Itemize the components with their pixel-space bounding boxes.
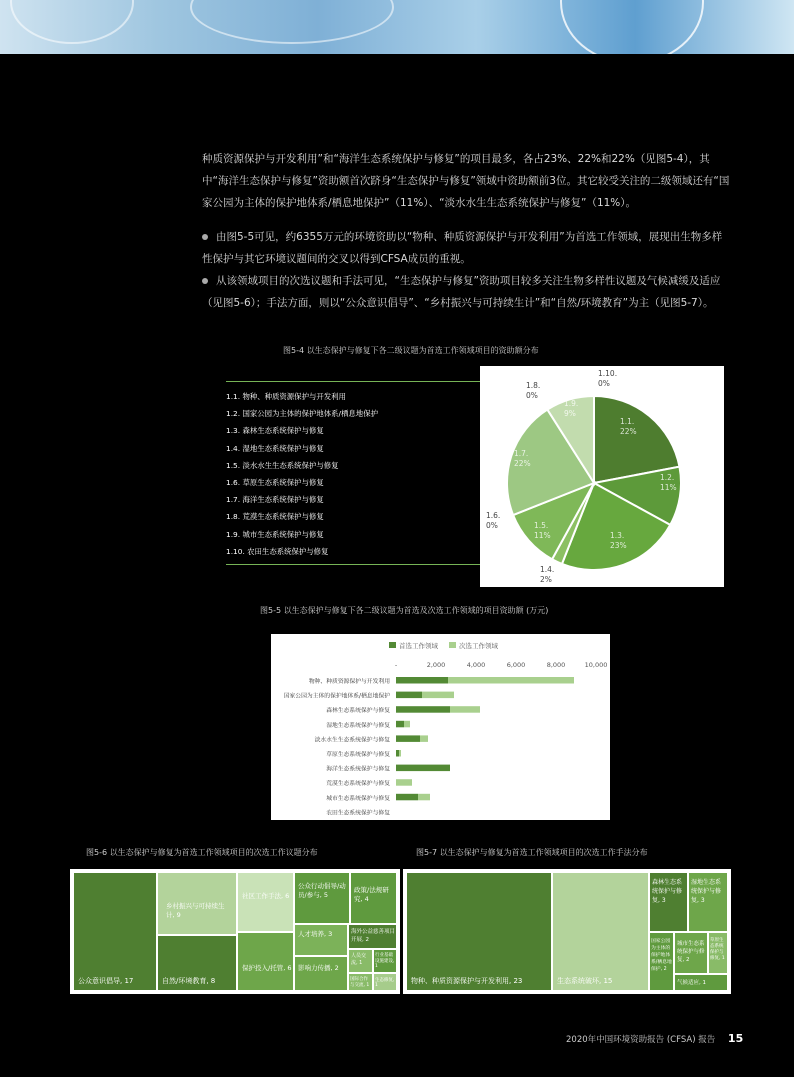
bar <box>396 779 412 786</box>
bar <box>396 677 448 684</box>
legend-bottom-rule <box>226 564 494 565</box>
bar <box>422 692 454 699</box>
x-tick-label: 10,000 <box>584 661 608 669</box>
treemap-cell: 草原生态系统保护与修复, 1 <box>709 933 727 973</box>
pie-data-label: 1.5. 11% <box>534 521 551 540</box>
page-number: 15 <box>727 1032 744 1045</box>
treemap-cell: 人才培养, 3 <box>295 925 347 955</box>
pie-data-label: 1.7. 22% <box>514 449 531 468</box>
bar <box>396 706 450 713</box>
bar <box>396 794 418 801</box>
treemap-cell: 保护投入/托管, 6 <box>238 933 293 990</box>
treemap-cell: 政策/法规研究, 4 <box>351 873 396 923</box>
pie-data-label: 1.3. 23% <box>610 531 627 550</box>
x-tick-label: 6,000 <box>506 661 526 669</box>
legend-item: 1.1. 物种、种质资源保护与开发利用 <box>226 392 346 401</box>
bar <box>399 750 401 757</box>
pie-data-label: 1.9. 9% <box>564 399 579 418</box>
category-label: 农田生态系统保护与修复 <box>326 810 390 817</box>
category-label: 湿地生态系统保护与修复 <box>326 722 390 729</box>
legend-swatch <box>449 642 456 648</box>
treemap-cell: 公众意识倡导, 17 <box>74 873 156 990</box>
treemap-cell: 气候适应, 1 <box>675 975 727 990</box>
legend-item: 1.8. 荒漠生态系统保护与修复 <box>226 512 324 522</box>
category-label: 城市生态系统保护与修复 <box>326 795 390 802</box>
treemap-cell: 生态系统破坏, 15 <box>553 873 648 990</box>
treemap-cell: 人员交流, 1 <box>349 950 372 972</box>
bar <box>418 794 430 801</box>
pie-data-label: 1.2. 11% <box>660 473 677 492</box>
category-label: 海洋生态系统保护与修复 <box>326 766 390 773</box>
treemap-5-6 <box>70 869 400 994</box>
legend-item: 1.3. 森林生态系统保护与修复 <box>226 426 324 436</box>
treemap-cell: 生态修复, 1 <box>374 974 396 990</box>
bar <box>420 735 428 742</box>
bar <box>396 692 422 699</box>
treemap-cell: 公众行动倡导/动员/参与, 5 <box>295 873 349 923</box>
legend-item: 1.9. 城市生态系统保护与修复 <box>226 529 324 539</box>
category-label: 物种、种质资源保护与开发利用 <box>308 679 390 685</box>
figure-5-4-caption: 图5-4 以生态保护与修复下各二级议题为首选工作领域项目的资助额分布 <box>283 346 539 355</box>
bar <box>450 706 480 713</box>
treemap-cell: 物种、种质资源保护与开发利用, 23 <box>407 873 551 990</box>
paragraph-3: 从该领域项目的次选议题和手法可见，“生态保护与修复”资助项目较多关注生物多样性议题及气候减缓及适应（见图5-6）；手法方面，则以“公众意识倡导”、“乡村振兴与可持续生计”和“自然/环境教育”为主（见图5-7）。 <box>202 275 721 309</box>
x-tick-label: - <box>394 661 398 669</box>
legend-label: 首选工作领域 <box>399 642 438 650</box>
treemap-cell: 城市生态系统保护与修复, 2 <box>675 933 707 973</box>
x-tick-label: 2,000 <box>426 661 446 669</box>
x-tick-label: 8,000 <box>546 661 566 669</box>
treemap-cell: 海外公益慈善项目开展, 2 <box>349 925 396 948</box>
treemap-cell: 自然/环境教育, 8 <box>158 936 236 990</box>
treemap-cell: 社区工作手法, 6 <box>238 873 293 931</box>
pie-chart <box>480 366 724 587</box>
pie-data-label: 1.4. 2% <box>540 565 555 584</box>
page-footer <box>566 1032 743 1045</box>
figure-5-6-caption: 图5-6 以生态保护与修复为首选工作领域项目的次选工作议题分布 <box>86 848 318 857</box>
legend-item: 1.2. 国家公园为主体的保护地体系/栖息地保护 <box>226 409 378 419</box>
category-label: 草原生态系统保护与修复 <box>326 752 390 758</box>
figure-5-5-caption: 图5-5 以生态保护与修复下各二级议题为首选及次选工作领域的项目资助额 (万元) <box>260 606 549 615</box>
bar <box>404 721 410 728</box>
legend-item: 1.4. 湿地生态系统保护与修复 <box>226 443 324 453</box>
pie-chart-panel <box>480 366 724 587</box>
pie-data-label: 1.1. 22% <box>620 417 637 436</box>
pie-data-label: 1.8. 0% <box>526 381 541 400</box>
footer-title: 2020年中国环境资助报告 (CFSA) 报告 <box>566 1035 716 1045</box>
pie-data-label: 1.6. 0% <box>486 511 501 530</box>
category-label: 国家公园为主体的保护地体系/栖息地保护 <box>283 693 390 700</box>
treemap-cell: 影响力传播, 2 <box>295 957 347 990</box>
bar <box>396 721 404 728</box>
treemap-cell: 乡村振兴与可持续生计, 9 <box>158 873 236 934</box>
bar <box>396 765 450 772</box>
treemap-cell: 湿地生态系统保护与修复, 3 <box>689 873 727 931</box>
legend-label: 次选工作领域 <box>459 642 498 650</box>
bullet-icon <box>202 234 208 240</box>
treemap-5-7 <box>403 869 731 994</box>
bar <box>396 735 420 742</box>
category-label: 淡水水生生态系统保护与修复 <box>314 737 390 744</box>
category-label: 荒漠生态系统保护与修复 <box>326 781 390 788</box>
treemap-cell: 国家公园为主体的保护地体系/栖息地保护, 2 <box>650 933 673 990</box>
paragraph-2: 由图5-5可见，约6355万元的环境资助以“物种、种质资源保护与开发利用”为首选工作领域，展现出生物多样性保护与其它环境议题间的交叉以得到CFSA成员的重视。 <box>202 231 723 265</box>
figure-5-7-caption: 图5-7 以生态保护与修复为首选工作领域项目的次选工作手法分布 <box>416 848 648 857</box>
bar-chart-panel <box>271 634 610 820</box>
header-banner <box>0 0 794 54</box>
treemap-cell: 行业基础设施建设, 1 <box>374 950 396 972</box>
legend-item: 1.6. 草原生态系统保护与修复 <box>226 477 324 487</box>
legend-swatch <box>389 642 396 648</box>
category-label: 森林生态系统保护与修复 <box>326 708 390 715</box>
bar-chart <box>271 634 610 820</box>
x-tick-label: 4,000 <box>466 661 486 669</box>
legend-item: 1.5. 淡水水生生态系统保护与修复 <box>226 460 339 470</box>
bar <box>448 677 574 684</box>
pie-data-label: 1.10. 0% <box>598 369 618 388</box>
pie-legend <box>226 381 494 565</box>
treemap-cell: 国际合作与交流, 1 <box>349 974 372 990</box>
legend-item: 1.10. 农田生态系统保护与修复 <box>226 546 329 556</box>
treemap-cell: 森林生态系统保护与修复, 3 <box>650 873 687 931</box>
legend-item: 1.7. 海洋生态系统保护与修复 <box>226 495 324 505</box>
bar <box>396 750 399 757</box>
paragraph-1: 种质资源保护与开发利用”和“海洋生态系统保护与修复”的项目最多，各占23%、22%和22%（见图5-4），其中“海洋生态保护与修复”资助额首次跻身“生态保护与修复”领域中资助额前3位。其它较受关注的二级领域还有“国家公园为主体的保护地体系/栖息地保护”（11%）、“淡水水生生态系统保护与修复”（11%）。 <box>202 153 730 209</box>
bullet-icon <box>202 278 208 284</box>
